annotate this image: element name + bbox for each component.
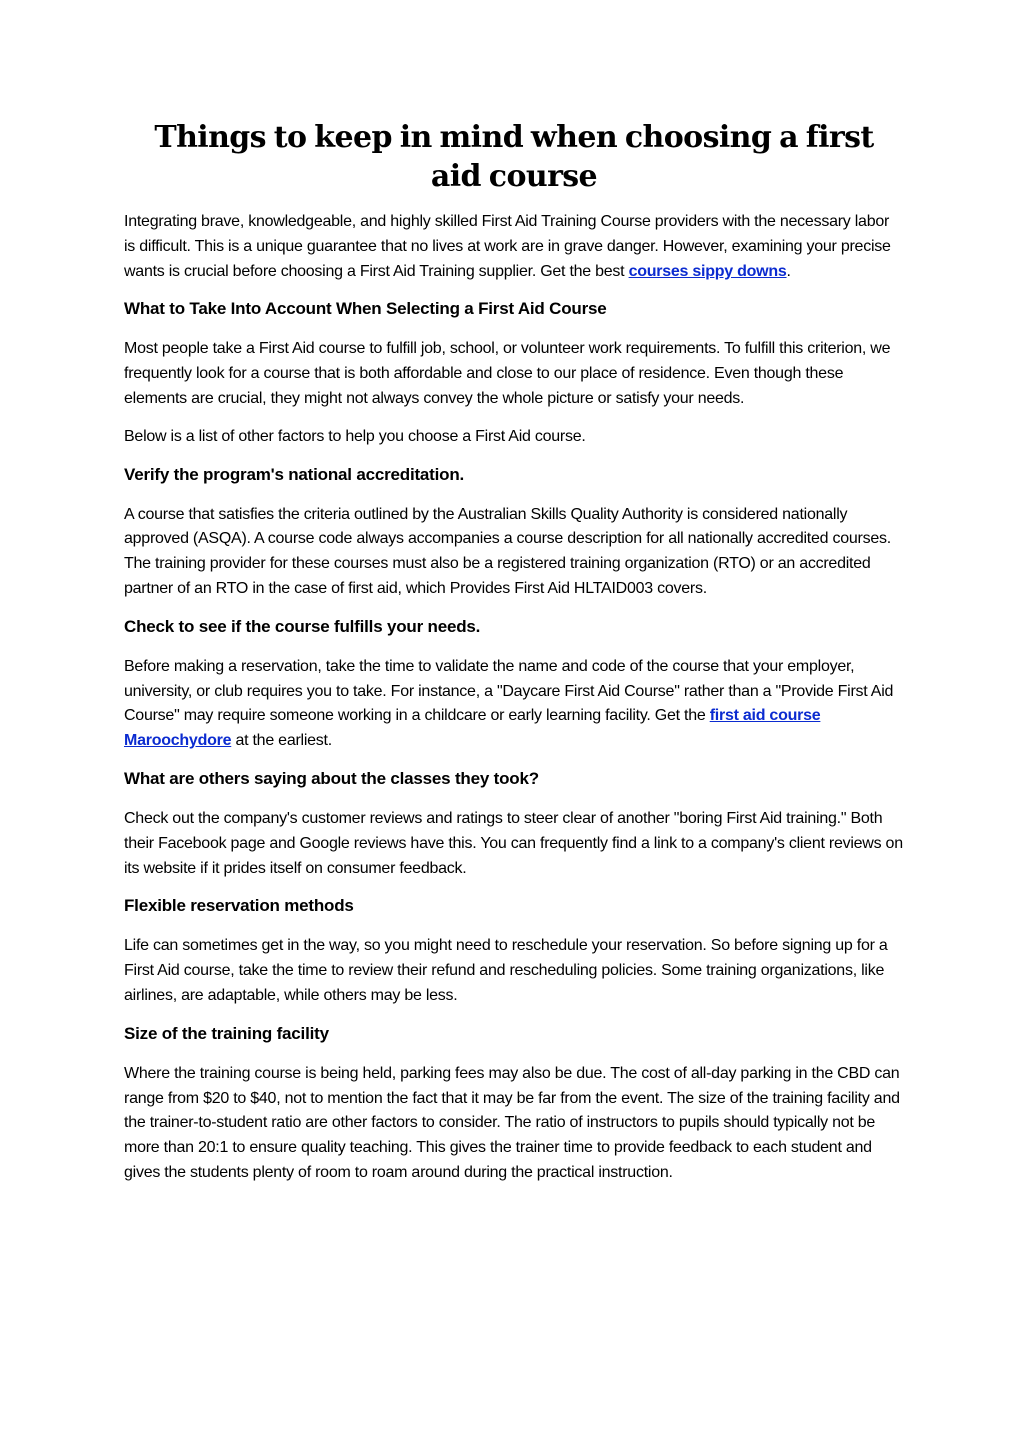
section-heading-facility-size: Size of the training facility [124, 1023, 329, 1043]
intro-text: Integrating brave, knowledgeable, and highly skilled First Aid Training Course providers with the necessary labor is difficult. This is a unique guarantee that no lives at work are in grave danger. However, examining your precise wants is crucial before choosing a First Aid Training supplier. Get the best [124, 213, 891, 280]
page-title: Things to keep in mind when choosing a first aid course [154, 120, 874, 194]
section-paragraph: Below is a list of other factors to help you choose a First Aid course. [124, 427, 586, 445]
section-paragraph: Where the training course is being held, parking fees may also be due. The cost of all-day parking in the CBD can range from $20 to $40, not to mention the fact that it may be far from the event. The size of the training facility and the trainer-to-student ratio are other factors to consider. The ratio of instructors to pupils should typically not be more than 20:1 to ensure quality teaching. This gives the trainer time to provide feedback to each student and gives the students plenty of room to roam around during the practical instruction. [124, 1064, 900, 1181]
section-heading-course-fulfills-needs: Check to see if the course fulfills your needs. [124, 616, 481, 636]
section-heading-flexible-reservation: Flexible reservation methods [124, 896, 354, 916]
section-paragraph [124, 655, 904, 754]
courses-sippy-downs-link[interactable]: courses sippy downs [628, 262, 787, 280]
intro-after: . [786, 262, 791, 280]
section-heading-reviews: What are others saying about the classes they took? [124, 768, 539, 788]
section-text: Before making a reservation, take the time to validate the name and code of the course that your employer, university, or club requires you to take. For instance, a "Daycare First Aid Course" rather than a "Provide First Aid Course" may require someone working in a childcare or early learning facility. Get the [124, 657, 894, 725]
section-heading-what-to-take: What to Take Into Account When Selecting a First Aid Course [124, 299, 607, 319]
document-page [124, 118, 904, 1199]
section-paragraph: A course that satisfies the criteria outlined by the Australian Skills Quality Authority is considered nationally approved (ASQA). A course code always accompanies a course description for all nationally accredited courses. The training provider for these courses must also be a registered training organization (RTO) or an accredited partner of an RTO in the case of first aid, which Provides First Aid HLTAID003 covers. [124, 505, 891, 597]
section-text-after: at the earliest. [231, 732, 332, 750]
first-aid-course-maroochydore-link[interactable]: first aid course Maroochydore [124, 707, 821, 750]
section-heading-accreditation: Verify the program's national accreditation. [124, 464, 465, 484]
section-paragraph: Check out the company's customer reviews and ratings to steer clear of another "boring First Aid training." Both their Facebook page and Google reviews have this. You can frequently find a link to a company's client reviews on its website if it prides itself on consumer feedback. [124, 809, 903, 877]
intro-paragraph [124, 210, 904, 284]
section-paragraph: Most people take a First Aid course to fulfill job, school, or volunteer work requirements. To fulfill this criterion, we frequently look for a course that is both affordable and close to our place of residence. Even though these elements are crucial, they might not always convey the whole picture or satisfy your needs. [124, 340, 891, 407]
section-paragraph: Life can sometimes get in the way, so you might need to reschedule your reservation. So before signing up for a First Aid course, take the time to review their refund and rescheduling policies. Some training organizations, like airlines, are adaptable, while others may be less. [124, 937, 888, 1004]
